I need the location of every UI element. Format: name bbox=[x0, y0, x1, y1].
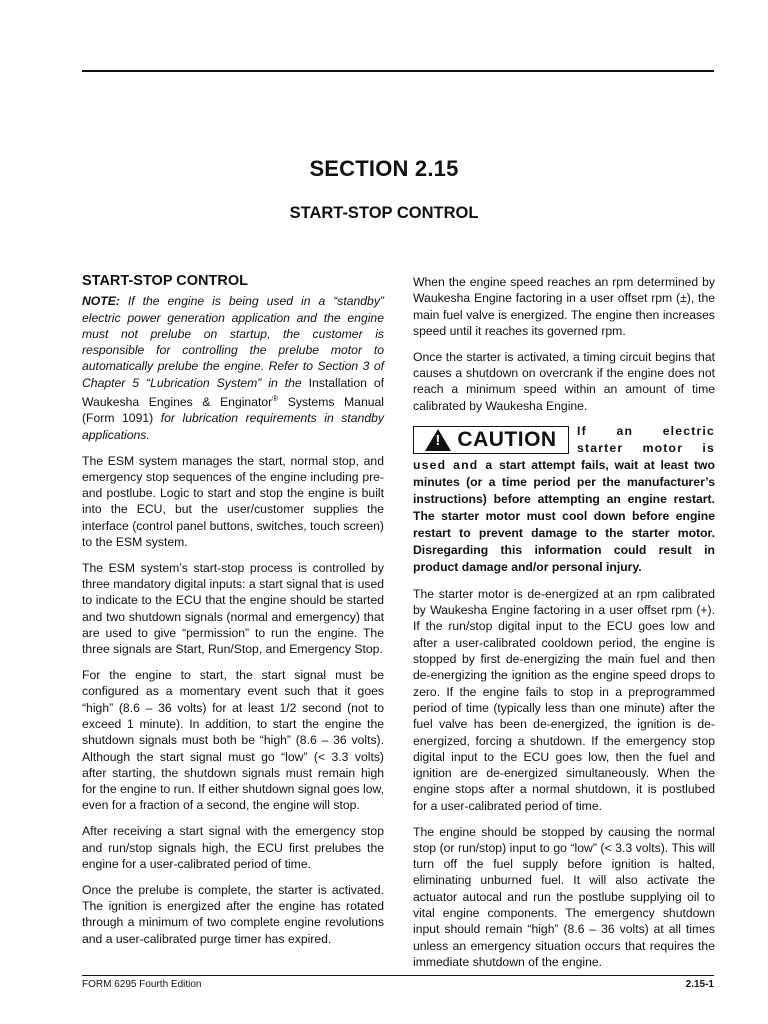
section-subtitle: START-STOP CONTROL bbox=[289, 204, 479, 222]
body-paragraph: Once the starter is activated, a timing circuit begins that causes a shutdown on overcrank if the engine does not reach a minimum speed within an amount of time calibrated by Waukesha Engine. bbox=[413, 349, 715, 413]
note-text-normal-2: Systems Manual (Form 1091) bbox=[82, 395, 384, 426]
caution-lead: If an electric starter motor is used and a bbox=[413, 424, 715, 473]
footer-form: FORM 6295 Fourth Edition bbox=[82, 979, 202, 990]
body-paragraph: The engine should be stopped by causing the normal stop (or run/stop) input to go “low” (< 3.3 volts). This will turn off the fuel supply before ignition is halted, eliminating unburned fuel. It will also activate the actuator autocal and run the postlube supplying oil to vital engine components. The emergency shutdown input should remain “high” (8.6 – 36 volts) at all times unless an emergency situation occurs that requires the immediate shutdown of the engine. bbox=[413, 824, 715, 969]
note-paragraph bbox=[82, 293, 384, 443]
note-label: NOTE: bbox=[82, 294, 120, 309]
caution-body: start attempt fails, wait at least two minutes (or a time period per the manufacturer’s instructions) before attempting an engine restart. The starter motor must cool down before engine restart to prevent damage to the starter motor. Disregarding this information could result in product damage and/or personal injury. bbox=[413, 458, 715, 575]
right-column bbox=[413, 274, 715, 980]
section-title: SECTION 2.15 bbox=[309, 156, 459, 181]
note-text-italic-1: If the engine is being used in a “standby” electric power generation application and the engine must not prelube on startup, the customer is responsible for controlling the prelube motor to automatically prelube the engine. Refer to Section 3 of Chapter 5 “Lubrication System” in the bbox=[82, 294, 384, 390]
caution-label: CAUTION bbox=[457, 428, 557, 452]
body-paragraph: For the engine to start, the start signal must be configured as a momentary event such that it goes “high” (8.6 – 36 volts) for at least 1/2 second (not to exceed 1 minute). In addition, to start the engine the shutdown signals must both be “high” (8.6 – 36 volts). Although the start signal must go “low” (< 3.3 volts) after starting, the shutdown signals must remain high for the engine to run. If either shutdown signal goes low, even for a fraction of a second, the engine will stop. bbox=[82, 668, 384, 813]
caution-badge bbox=[413, 426, 569, 454]
warning-triangle-icon bbox=[425, 429, 451, 451]
registered-mark: ® bbox=[272, 394, 279, 404]
footer-rule bbox=[82, 975, 714, 976]
note-text-italic-2: for lubrication requirements in standby applications. bbox=[82, 411, 384, 442]
page-number: 2.15-1 bbox=[685, 979, 714, 990]
exclamation-glyph: ! bbox=[435, 432, 441, 450]
body-paragraph: When the engine speed reaches an rpm determined by Waukesha Engine factoring in a user offset rpm (±), the main fuel valve is energized. The engine then increases speed until it reaches its governed rpm. bbox=[413, 275, 715, 338]
header-rule bbox=[82, 70, 714, 72]
column-heading: START-STOP CONTROL bbox=[82, 273, 248, 289]
body-paragraph: The ESM system manages the start, normal stop, and emergency stop sequences of the engine including pre- and postlube. Logic to start and stop the engine is built into the ECU, but the user/customer supplies the interface (control panel buttons, switches, touch screen) to the ESM system. bbox=[82, 453, 384, 550]
body-paragraph: The starter motor is de-energized at an rpm calibrated by Waukesha Engine factoring in a user offset rpm (+). If the run/stop digital input to the ECU goes low and after a user-calibrated cooldown period, the engine is stopped by first de-energizing the main fuel and then de-energizing the ignition as the engine speed drops to zero. If the engine fails to stop in a preprogrammed period of time (typically less than one minute) after the fuel valve has been de-energized, the ignition is de-energized, forcing a shutdown. If the emergency stop digital input to the ECU goes low, then the fuel and ignition are de-energized simultaneously. When the engine stops after a normal shutdown, it is postlubed for a user-calibrated period of time. bbox=[413, 586, 715, 813]
body-paragraph: After receiving a start signal with the emergency stop and run/stop signals high, the ECU first prelubes the engine for a user-calibrated period of time. bbox=[82, 824, 384, 871]
body-paragraph: The ESM system’s start-stop process is controlled by three mandatory digital inputs: a start signal that is used to indicate to the ECU that the engine should be started and two shutdown signals (normal and emergency) that are used to give “permission” to run the engine. The three signals are Start, Run/Stop, and Emergency Stop. bbox=[82, 560, 384, 657]
body-paragraph: Once the prelube is complete, the starter is activated. The ignition is energized after the engine has rotated through a minimum of two complete engine revolutions and a user-calibrated purge timer has expired. bbox=[82, 882, 384, 946]
left-column bbox=[82, 273, 384, 956]
caution-block bbox=[413, 423, 715, 576]
note-text-normal: Installation of Waukesha Engines & Enginator bbox=[82, 375, 384, 410]
